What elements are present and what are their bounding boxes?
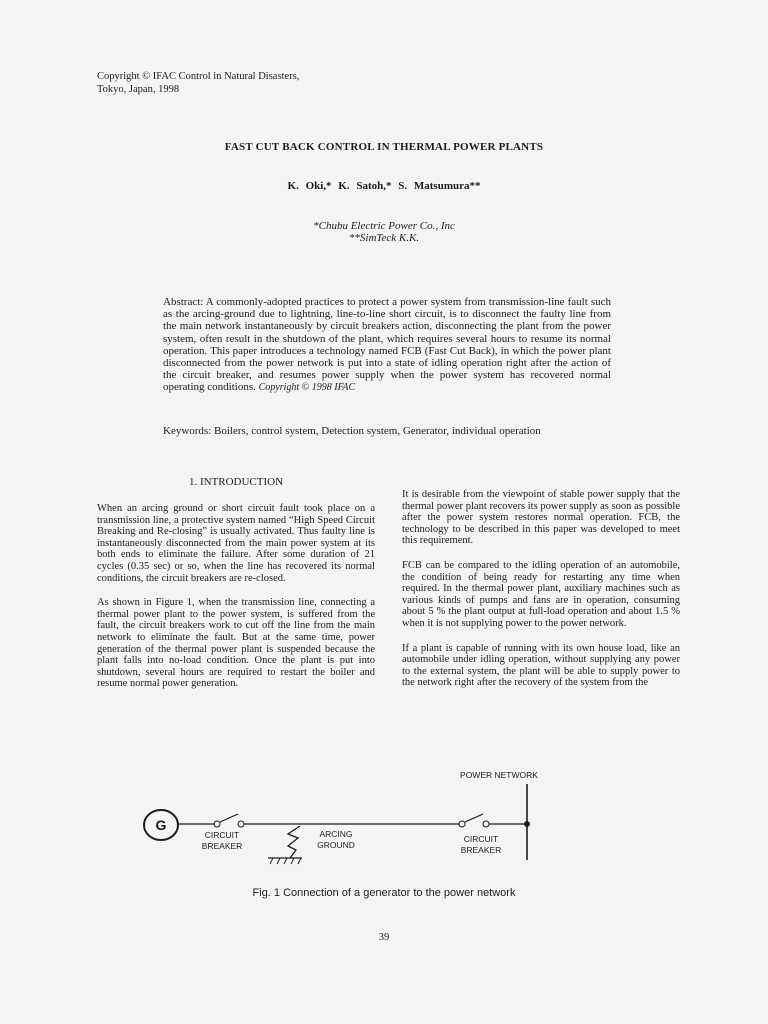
paragraph: When an arcing ground or short circuit fault took place on a transmission line, a protective system named “High Speed Circuit Breaking and Re-closing” is usually activated. Thus faulty line is instantaneously disconnected from the main power system at its both ends to eliminate the failure. After some duration of 21 cycles (0.35 sec) or so, when the line has recovered its normal conditions, the circuit breakers are re-closed. [97,503,375,584]
breaker-right-label-2: BREAKER [460,845,502,855]
paragraph: If a plant is capable of running with its own house load, like an automobile under idling operation, without supplying any power to the external system, the plant will be able to supply power to the network right after the recovery of the system from the [402,642,680,689]
power-network-label: POWER NETWORK [460,770,538,780]
generator-label: G [155,817,167,833]
ground-hatch [270,858,273,864]
arcing-ground-symbol [288,826,300,858]
bus-node [524,821,530,827]
section-heading: 1. INTRODUCTION [188,476,284,488]
ground-hatch [284,858,287,864]
paper-authors: K. Oki,* K. Satoh,* S. Matsumura** [287,180,481,192]
breaker-contact [483,821,489,827]
circuit-diagram [140,764,550,884]
breaker-switch [220,814,238,822]
breaker-right-label-1: CIRCUIT [463,834,499,844]
breaker-left-label-2: BREAKER [201,841,243,851]
breaker-contact [214,821,220,827]
figure-caption: Fig. 1 Connection of a generator to the power network [252,887,516,899]
arcing-label-2: GROUND [317,840,355,850]
paper-title: FAST CUT BACK CONTROL IN THERMAL POWER PLANTS [224,141,544,153]
copyright-notice [97,70,299,96]
breaker-switch [465,814,483,822]
paragraph: As shown in Figure 1, when the transmission line, connecting a thermal power plant to the power system, is suffered from the fault, the circuit breakers work to cut off the line from the main network to eliminate the fault. But at the same time, power generation of the thermal power plant is suspended because the plant falls into no-load condition. Once the plant is put into shutdown, several hours are required to restart the boiler and resume normal power generation. [97,597,375,690]
affiliations [0,220,768,244]
ground-hatch [291,858,294,864]
ground-hatch [277,858,280,864]
copyright-line-1: Copyright © IFAC Control in Natural Disasters, [97,71,300,82]
ground-hatch [298,858,301,864]
paragraph: It is desirable from the viewpoint of stable power supply that the thermal power plant recovers its power supply as soon as possible after the power system restores normal operation. FCB, the technology to be described in this paper was developed to meet this requirement. [402,489,680,547]
keywords: Keywords: Boilers, control system, Detection system, Generator, individual operation [163,425,541,437]
affiliation-1: *Chubu Electric Power Co., Inc [313,220,455,232]
paragraph: FCB can be compared to the idling operation of an automobile, the condition of being ready for restarting any time when required. In the thermal power plant, auxiliary machines such as various kinds of pumps and fans are in operation, consuming about 5 % the plant output at full-load operation and about 1.5 % when it is not supplying power to the power network. [402,559,680,629]
page-number: 39 [378,932,390,943]
breaker-contact [459,821,465,827]
arcing-label-1: ARCING [319,829,353,839]
body-column-left [97,503,375,703]
abstract-text: Abstract: A commonly-adopted practices to protect a power system from transmission-line fault such as the arcing-ground due to lightning, line-to-line short circuit, is to disconnect the faulty line from the main network instantaneously by circuit breakers action, disconnecting the plant from the power system, often result in the shutdown of the plant, which requires several hours to resume its normal operation. This paper introduces a technology named FCB (Fast Cut Back), in which the power plant disconnected from the power network is put into a state of idling operation right after the action of the circuit breaker, and resumes power supply when the power system has recovered normal operating conditions. [163,296,611,394]
abstract-copyright: Copyright © 1998 IFAC [258,382,356,394]
body-column-right [402,489,680,702]
affiliation-2: **SimTeck K.K. [348,232,420,244]
abstract [163,296,611,395]
copyright-line-2: Tokyo, Japan, 1998 [97,84,180,95]
breaker-contact [238,821,244,827]
breaker-left-label-1: CIRCUIT [204,830,240,840]
